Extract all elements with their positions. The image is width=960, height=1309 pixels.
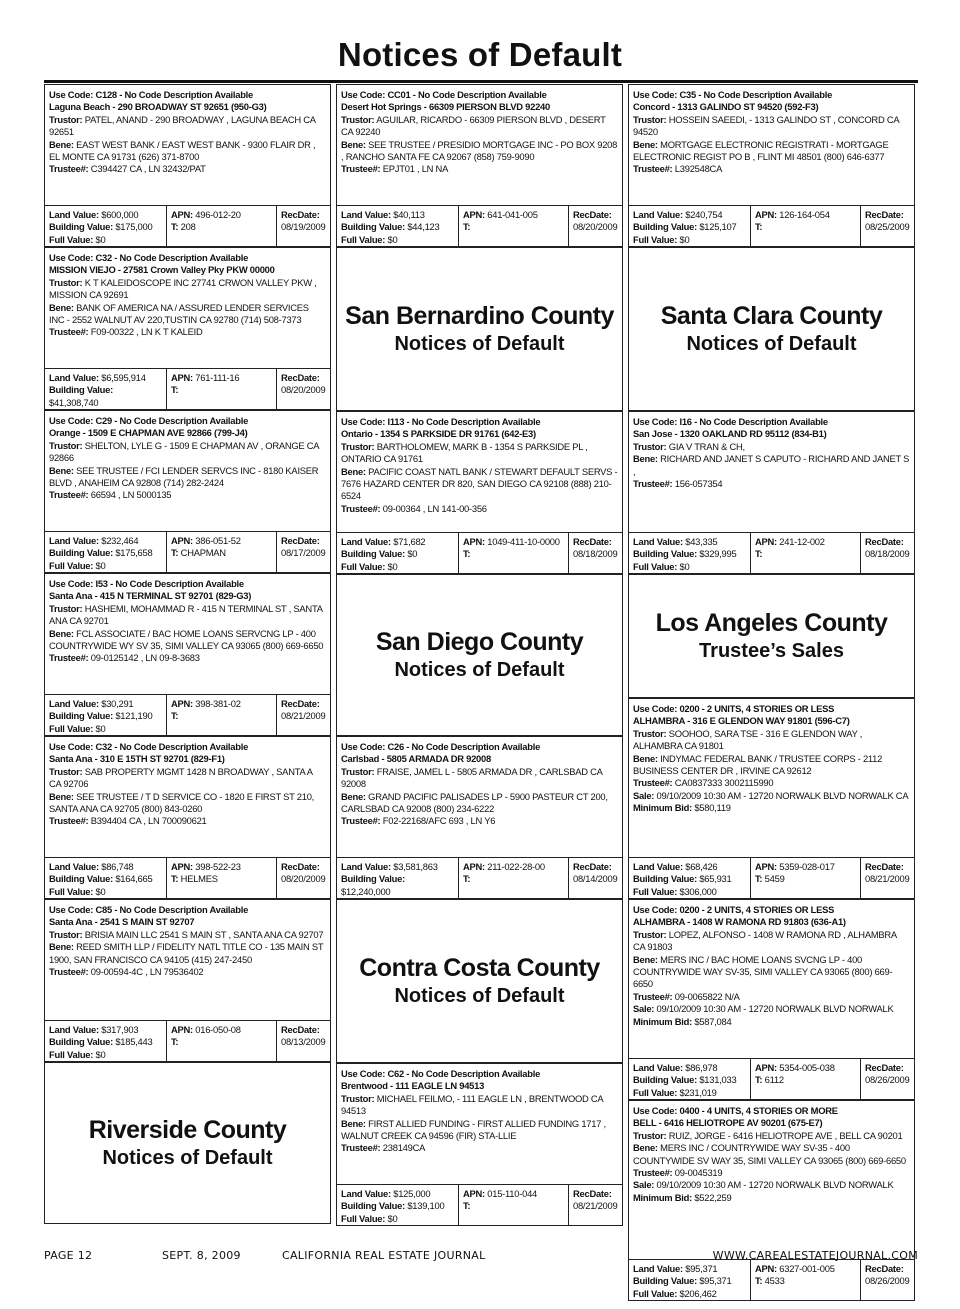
county-subtitle: Trustee’s Sales [699,640,844,662]
recdate-cell: RecDate: 08/25/2009 [865,209,910,233]
building-value: $44,123 [407,221,440,233]
county-subtitle: Notices of Default [686,333,857,355]
full-value: $0 [679,560,690,572]
land-value: $30,291 [101,698,134,709]
notice-listing [44,736,331,899]
apn-value: 5354-005-038 [779,1062,835,1073]
bene-line: Bene: FIRST ALLIED FUNDING - FIRST ALLIED FUNDING 1717 , WALNUT CREEK CA 94596 (FIR) STA-LLIE [341,1117,606,1142]
recdate-value: 08/18/2009 [865,548,910,560]
recdate-value: 08/25/2009 [865,221,910,233]
full-value: $0 [387,560,398,572]
san-bernardino-county-header [336,247,623,411]
county-title: Riverside County [88,1116,287,1144]
apn-cell: APN: 241-12-002 T: [751,533,861,573]
trustor-line: Trustor: AGUILAR, RICARDO - 66309 PIERSON BLVD , DESERT CA 92240 [341,113,606,138]
minimum-bid-line: Minimum Bid: $587,084 [633,1015,732,1027]
property-address: Ontario - 1354 S PARKSIDE DR 91761 (642-E3) [341,428,536,440]
trustee-line: Trustee#: EPJT01 , LN NA [341,163,449,175]
recdate-cell: RecDate: 08/20/2009 [281,861,326,885]
property-address: Laguna Beach - 290 BROADWAY ST 92651 (950-G3) [49,101,267,113]
recdate-cell: RecDate: 08/20/2009 [573,209,618,233]
notice-values [45,368,330,409]
notice-listing [628,1100,915,1301]
trustee-line: Trustee#: 09-0045319 [633,1167,723,1179]
notice-values [337,205,622,246]
notice-details [629,85,914,205]
notice-listing [44,410,331,573]
publication-name: CALIFORNIA REAL ESTATE JOURNAL [282,1249,486,1262]
values-cell: Land Value: $600,000 Building Value: $175,000 Full Value: $0 [45,206,167,246]
bene-line: Bene: INDYMAC FEDERAL BANK / TRUSTEE CORPS - 2112 BUSINESS CENTER DR , IRVINE CA 92612 [633,752,883,777]
page-number: PAGE 12 [44,1249,93,1262]
notice-listing [336,1063,623,1226]
recdate-cell: RecDate: 08/17/2009 [281,535,326,559]
land-value: $68,426 [685,861,718,872]
trustor-line: Trustor: MICHAEL FEILMO, - 111 EAGLE LN , BRENTWOOD CA 94513 [341,1092,603,1117]
county-title: San Bernardino County [345,302,614,330]
bene-line: Bene: REED SMITH LLP / FIDELITY NATL TITLE CO - 135 MAIN ST 1900, SAN FRANCISCO CA 94105 (415) 247-2450 [49,941,324,965]
apn-cell: APN: 398-381-02 T: [167,695,277,735]
notice-details [45,411,330,531]
full-value: $0 [679,233,690,245]
property-address: Concord - 1313 GALINDO ST 94520 (592-F3) [633,101,819,113]
notice-values [45,694,330,735]
building-value: $12,240,000 [341,885,391,897]
notice-details [629,1101,914,1259]
recdate-cell: RecDate: 08/20/2009 [281,372,326,396]
full-value: $0 [387,233,398,245]
property-address: Desert Hot Springs - 66309 PIERSON BLVD 92240 [341,101,550,113]
apn-value: 211-022-28-00 [487,861,545,872]
apn-value: 241-12-002 [779,536,825,547]
recdate-cell: RecDate: 08/18/2009 [865,536,910,560]
trustee-line: Trustee#: F09-00322 , LN K T KALEID [49,326,203,338]
trustor-line: Trustor: K T KALEIDOSCOPE INC 27741 CRWON VALLEY PKW , MISSION CA 92691 [49,276,317,301]
trustee-line: Trustee#: 09-00594-4C , LN 79536402 [49,966,204,978]
use-code: Use Code: C128 - No Code Description Available [49,89,254,100]
values-cell: Land Value: $317,903 Building Value: $185,443 Full Value: $0 [45,1021,167,1061]
notice-listing [336,84,623,247]
building-value: $175,658 [115,547,153,559]
full-value: $0 [387,1212,398,1224]
recdate-value: 08/21/2009 [865,873,910,885]
notice-values [629,1259,914,1300]
trustor-line: Trustor: HOSSEIN SAEEDI, - 1313 GALINDO ST , CONCORD CA 94520 [633,113,899,138]
recdate-value: 08/20/2009 [281,873,326,885]
county-subtitle: Notices of Default [394,333,565,355]
trustee-line: Trustee#: 09-0125142 , LN 09-8-3683 [49,652,200,664]
building-value: $175,000 [115,221,153,233]
recdate-value: 08/17/2009 [281,547,326,559]
use-code: Use Code: I53 - No Code Description Available [49,578,244,589]
trustor-line: Trustor: SAB PROPERTY MGMT 1428 N BROADWAY , SANTA A CA 92706 [49,765,313,790]
property-address: ALHAMBRA - 1408 W RAMONA RD 91803 (636-A1) [633,916,846,928]
trustee-line: Trustee#: 238149CA [341,1142,426,1154]
apn-cell: APN: 1049-411-10-0000 T: [459,533,569,573]
full-value: $0 [95,233,106,245]
property-address: BELL - 6416 HELIOTROPE AV 90201 (675-E7) [633,1117,823,1129]
t-value: 6112 [764,1074,784,1086]
notice-listing [628,84,915,247]
land-value: $40,113 [393,209,425,220]
building-value: $95,371 [699,1275,732,1287]
t-value: 208 [180,221,196,233]
county-title: San Diego County [375,628,584,656]
notice-listing [44,573,331,736]
notice-details [629,900,914,1058]
trustor-line: Trustor: GIA V TRAN & CH, [633,440,745,452]
recdate-cell: RecDate: 08/14/2009 [573,861,618,885]
land-value: $86,978 [685,1062,718,1073]
values-cell: Land Value: $86,978 Building Value: $131,033 Full Value: $231,019 [629,1059,751,1099]
notice-values [337,532,622,573]
recdate-value: 08/26/2009 [865,1074,910,1086]
trustee-line: Trustee#: CA0837333 3002115990 [633,777,774,789]
notice-listing [336,736,623,899]
apn-cell: APN: 126-164-054 T: [751,206,861,246]
apn-cell: APN: 015-110-044 T: [459,1185,569,1225]
recdate-cell: RecDate: 08/26/2009 [865,1263,910,1287]
column-3 [628,84,915,1301]
land-value: $6,595,914 [101,372,146,383]
use-code: Use Code: 0400 - 4 UNITS, 4 STORIES OR MORE [633,1105,838,1116]
apn-value: 641-041-005 [487,209,538,220]
property-address: Brentwood - 111 EAGLE LN 94513 [341,1080,485,1092]
trustor-line: Trustor: PATEL, ANAND - 290 BROADWAY , LAGUNA BEACH CA 92651 [49,113,316,138]
county-subtitle: Notices of Default [102,1147,273,1169]
property-address: Santa Ana - 2541 S MAIN ST 92707 [49,916,195,928]
riverside-county-header [44,1062,331,1224]
values-cell: Land Value: $95,371 Building Value: $95,371 Full Value: $206,462 [629,1260,751,1300]
county-title: Contra Costa County [359,954,600,982]
building-value: $139,100 [407,1200,445,1212]
apn-value: 1049-411-10-0000 [487,536,560,547]
property-address: Carlsbad - 5805 ARMADA DR 92008 [341,753,491,765]
apn-value: 398-522-23 [195,861,241,872]
bene-line: Bene: MORTGAGE ELECTRONIC REGISTRATI - MORTGAGE ELECTRONIC REGIST PO B , FLINT MI 48501 (800) 646-6377 [633,138,889,163]
trustee-line: Trustee#: 66594 , LN 5000135 [49,489,172,501]
t-value: HELMES [180,873,218,885]
trustor-line: Trustor: RUIZ, JORGE - 6416 HELIOTROPE AVE , BELL CA 90201 [633,1129,903,1141]
issue-date: SEPT. 8, 2009 [162,1249,241,1262]
notice-details [337,85,622,205]
county-title: Santa Clara County [660,302,883,330]
notice-listing [336,411,623,574]
bene-line: Bene: GRAND PACIFIC PALISADES LP - 5900 PASTEUR CT 200, CARLSBAD CA 92008 (800) 234-6222 [341,790,608,815]
building-value: $0 [407,548,418,560]
apn-cell: APN: 016-050-08 T: [167,1021,277,1061]
trustee-line: Trustee#: 09-00364 , LN 141-00-356 [341,502,487,514]
notice-listing [44,84,331,247]
recdate-value: 08/21/2009 [281,710,326,722]
recdate-cell: RecDate: 08/13/2009 [281,1024,326,1048]
values-cell: Land Value: $71,682 Building Value: $0 Full Value: $0 [337,533,459,573]
sale-line: Sale: 09/10/2009 10:30 AM - 12720 NORWALK BLVD NORWALK [633,1179,894,1191]
apn-value: 126-164-054 [779,209,830,220]
full-value: $0 [95,559,106,571]
trustor-line: Trustor: BARTHOLOMEW, MARK B - 1354 S PARKSIDE PL , ONTARIO CA 91761 [341,440,588,465]
minimum-bid-line: Minimum Bid: $580,119 [633,802,731,814]
website-url: WWW.CAREALESTATEJOURNAL.COM [712,1249,918,1262]
recdate-value: 08/18/2009 [573,548,618,560]
recdate-cell: RecDate: 08/21/2009 [281,698,326,722]
los-angeles-county-header [628,574,915,698]
land-value: $3,581,863 [393,861,438,872]
recdate-cell: RecDate: 08/21/2009 [573,1188,618,1212]
apn-cell: APN: 5354-005-038 T: 6112 [751,1059,861,1099]
land-value: $71,682 [393,536,426,547]
notice-details [45,900,330,1020]
use-code: Use Code: 0200 - 2 UNITS, 4 STORIES OR LESS [633,703,835,714]
land-value: $95,371 [685,1263,718,1274]
t-value: CHAPMAN [180,547,226,559]
values-cell: Land Value: $6,595,914 Building Value: $41,308,740 [45,369,167,409]
bene-line: Bene: BANK OF AMERICA NA / ASSURED LENDER SERVICES INC - 2552 WALNUT AV 220,TUSTIN CA 92780 (714) 508-7373 [49,301,309,326]
building-value: $185,443 [115,1036,153,1048]
values-cell: Land Value: $30,291 Building Value: $121,190 Full Value: $0 [45,695,167,735]
recdate-cell: RecDate: 08/21/2009 [865,861,910,885]
recdate-value: 08/26/2009 [865,1275,910,1287]
trustor-line: Trustor: HASHEMI, MOHAMMAD R - 415 N TERMINAL ST , SANTA ANA CA 92701 [49,602,323,627]
recdate-value: 08/20/2009 [573,221,618,233]
use-code: Use Code: C32 - No Code Description Available [49,741,249,752]
notice-details [629,412,914,532]
bene-line: Bene: RICHARD AND JANET S CAPUTO - RICHARD AND JANET S , [633,453,910,477]
building-value: $329,995 [699,548,737,560]
values-cell: Land Value: $240,754 Building Value: $125,107 Full Value: $0 [629,206,751,246]
bene-line: Bene: PACIFIC COAST NATL BANK / STEWART DEFAULT SERVS - 7676 HAZARD CENTER DR 820, SAN DIEGO CA 92108 (888) 210-6524 [341,465,618,502]
building-value: $125,107 [699,221,737,233]
land-value: $125,000 [393,1188,431,1199]
notice-values [45,857,330,898]
trustee-line: Trustee#: L392548CA [633,163,723,175]
notice-values [45,531,330,572]
apn-cell: APN: 641-041-005 T: [459,206,569,246]
t-value: 4533 [764,1275,785,1287]
title-rule [44,80,918,83]
building-value: $65,931 [699,873,732,885]
trustor-line: Trustor: SOOHOO, SARA TSE - 316 E GLENDON WAY , ALHAMBRA CA 91801 [633,727,863,752]
notice-details [337,737,622,857]
notice-values [629,205,914,246]
bene-line: Bene: MERS INC / BAC HOME LOANS SVCNG LP - 400 COUNTRYWIDE WAY SV-35, SIMI VALLEY CA 93065 (800) 669-6650 [633,953,893,990]
property-address: Santa Ana - 310 E 15TH ST 92701 (829-F1) [49,753,225,765]
land-value: $86,748 [101,861,134,872]
trustor-line: Trustor: BRISIA MAIN LLC 2541 S MAIN ST , SANTA ANA CA 92707 [49,928,324,940]
use-code: Use Code: C32 - No Code Description Available [49,252,249,263]
recdate-cell: RecDate: 08/18/2009 [573,536,618,560]
santa-clara-county-header [628,247,915,411]
full-value: $0 [95,722,106,734]
notice-values [45,205,330,246]
bene-line: Bene: MERS INC / COUNTRYWIDE WAY SV-35 - 400 COUNTYWIDE SV WAY 35, SIMI VALLEY CA 93065 (800) 669-6650 [633,1142,906,1166]
full-value: $0 [95,1048,106,1060]
notice-listing [628,899,915,1100]
notice-listing [44,247,331,410]
apn-cell: APN: 5359-028-017 T: 5459 [751,858,861,898]
property-address: San Jose - 1320 OAKLAND RD 95112 (834-B1) [633,428,827,440]
minimum-bid-line: Minimum Bid: $522,259 [633,1191,732,1203]
bene-line: Bene: SEE TRUSTEE / FCI LENDER SERVCS INC - 8180 KAISER BLVD , ANAHEIM CA 92808 (714) 282-2424 [49,464,319,489]
use-code: Use Code: CC01 - No Code Description Available [341,89,547,100]
apn-cell: APN: 761-111-16 T: [167,369,277,409]
apn-value: 398-381-02 [195,698,241,709]
apn-cell: APN: 6327-001-005 T: 4533 [751,1260,861,1300]
apn-value: 496-012-20 [195,209,241,220]
use-code: Use Code: 0200 - 2 UNITS, 4 STORIES OR LESS [633,904,835,915]
values-cell: Land Value: $43,335 Building Value: $329,995 Full Value: $0 [629,533,751,573]
apn-cell: APN: 211-022-28-00 T: [459,858,569,898]
use-code: Use Code: C26 - No Code Description Available [341,741,541,752]
notice-values [629,857,914,898]
notice-values [337,857,622,898]
notice-listing [44,899,331,1062]
notice-values [629,1058,914,1099]
san-diego-county-header [336,574,623,736]
county-subtitle: Notices of Default [394,659,565,681]
full-value: $306,000 [679,885,717,897]
building-value: $131,033 [699,1074,737,1086]
column-2 [336,84,623,1226]
county-title: Los Angeles County [655,609,888,637]
values-cell: Land Value: $125,000 Building Value: $139,100 Full Value: $0 [337,1185,459,1225]
apn-value: 6327-001-005 [779,1263,835,1274]
notice-details [337,412,622,532]
property-address: Santa Ana - 415 N TERMINAL ST 92701 (829-G3) [49,590,252,602]
column-1 [44,84,331,1224]
land-value: $600,000 [101,209,139,220]
notice-details [45,574,330,694]
apn-cell: APN: 386-051-52 T: CHAPMAN [167,532,277,572]
building-value: $164,665 [115,873,153,885]
values-cell: Land Value: $3,581,863 Building Value: $12,240,000 [337,858,459,898]
recdate-cell: RecDate: 08/26/2009 [865,1062,910,1086]
bene-line: Bene: SEE TRUSTEE / T D SERVICE CO - 1820 E FIRST ST 210, SANTA ANA CA 92705 (800) 843-0260 [49,790,315,815]
recdate-value: 08/14/2009 [573,873,618,885]
use-code: Use Code: C62 - No Code Description Available [341,1068,541,1079]
apn-value: 761-111-16 [195,372,240,383]
use-code: Use Code: I113 - No Code Description Available [341,416,541,427]
use-code: Use Code: C35 - No Code Description Available [633,89,833,100]
values-cell: Land Value: $40,113 Building Value: $44,123 Full Value: $0 [337,206,459,246]
notice-listing [628,698,915,899]
apn-cell: APN: 496-012-20 T: 208 [167,206,277,246]
recdate-value: 08/13/2009 [281,1036,326,1048]
notice-values [337,1184,622,1225]
apn-value: 016-050-08 [195,1024,241,1035]
land-value: $232,464 [101,535,139,546]
bene-line: Bene: EAST WEST BANK / EAST WEST BANK - 9300 FLAIR DR , EL MONTE CA 91731 (626) 371-8700 [49,138,316,163]
trustee-line: Trustee#: B394404 CA , LN 700090621 [49,815,207,827]
land-value: $240,754 [685,209,723,220]
full-value: $231,019 [679,1086,717,1098]
trustor-line: Trustor: FRAISE, JAMEL L - 5805 ARMADA DR , CARLSBAD CA 92008 [341,765,603,790]
full-value: $0 [95,885,106,897]
trustee-line: Trustee#: F02-22168/AFC 693 , LN Y6 [341,815,496,827]
land-value: $43,335 [685,536,718,547]
recdate-value: 08/21/2009 [573,1200,618,1212]
building-value: $41,308,740 [49,396,99,408]
sale-line: Sale: 09/10/2009 10:30 AM - 12720 NORWALK BLVD NORWALK [633,1003,894,1015]
notice-details [45,737,330,857]
building-value: $121,190 [115,710,153,722]
recdate-value: 08/20/2009 [281,384,326,396]
sale-line: Sale: 09/10/2009 10:30 AM - 12720 NORWALK BLVD NORWALK CA [633,789,909,801]
trustor-line: Trustor: LOPEZ, ALFONSO - 1408 W RAMONA RD , ALHAMBRA CA 91803 [633,928,897,953]
notice-details [45,85,330,205]
bene-line: Bene: FCL ASSOCIATE / BAC HOME LOANS SERVCNG LP - 400 COUNTRYWIDE WY SV 35, SIMI VALLEY CA 93065 (800) 669-6650 [49,627,324,652]
t-value: 5459 [764,873,785,885]
contra-costa-county-header [336,899,623,1063]
notice-details [45,248,330,368]
use-code: Use Code: C29 - No Code Description Available [49,415,249,426]
recdate-value: 08/19/2009 [281,221,326,233]
trustee-line: Trustee#: 156-057354 [633,478,723,490]
bene-line: Bene: SEE TRUSTEE / PRESIDIO MORTGAGE INC - PO BOX 9208 , RANCHO SANTA FE CA 92067 (858) 759-9090 [341,138,618,163]
notice-details [629,699,914,857]
use-code: Use Code: C85 - No Code Description Available [49,904,249,915]
notice-values [629,532,914,573]
values-cell: Land Value: $232,464 Building Value: $175,658 Full Value: $0 [45,532,167,572]
property-address: ALHAMBRA - 316 E GLENDON WAY 91801 (596-C7) [633,715,850,727]
county-subtitle: Notices of Default [394,985,565,1007]
use-code: Use Code: I16 - No Code Description Available [633,416,828,427]
apn-value: 386-051-52 [195,535,241,546]
trustor-line: Trustor: SHELTON, LYLE G - 1509 E CHAPMAN AV , ORANGE CA 92866 [49,439,319,464]
notice-listing [628,411,915,574]
notice-details [337,1064,622,1184]
page-title: Notices of Default [337,36,623,73]
trustee-line: Trustee#: C394427 CA , LN 32432/PAT [49,163,206,175]
property-address: Orange - 1509 E CHAPMAN AVE 92866 (799-J4) [49,427,248,439]
notice-values [45,1020,330,1061]
recdate-cell: RecDate: 08/19/2009 [281,209,326,233]
apn-value: 015-110-044 [487,1188,538,1199]
full-value: $206,462 [679,1287,717,1299]
land-value: $317,903 [101,1024,139,1035]
property-address: MISSION VIEJO - 27581 Crown Valley Pky PKW 00000 [49,264,275,276]
values-cell: Land Value: $68,426 Building Value: $65,931 Full Value: $306,000 [629,858,751,898]
values-cell: Land Value: $86,748 Building Value: $164,665 Full Value: $0 [45,858,167,898]
apn-cell: APN: 398-522-23 T: HELMES [167,858,277,898]
apn-value: 5359-028-017 [779,861,835,872]
trustee-line: Trustee#: 09-0065822 N/A [633,990,740,1002]
